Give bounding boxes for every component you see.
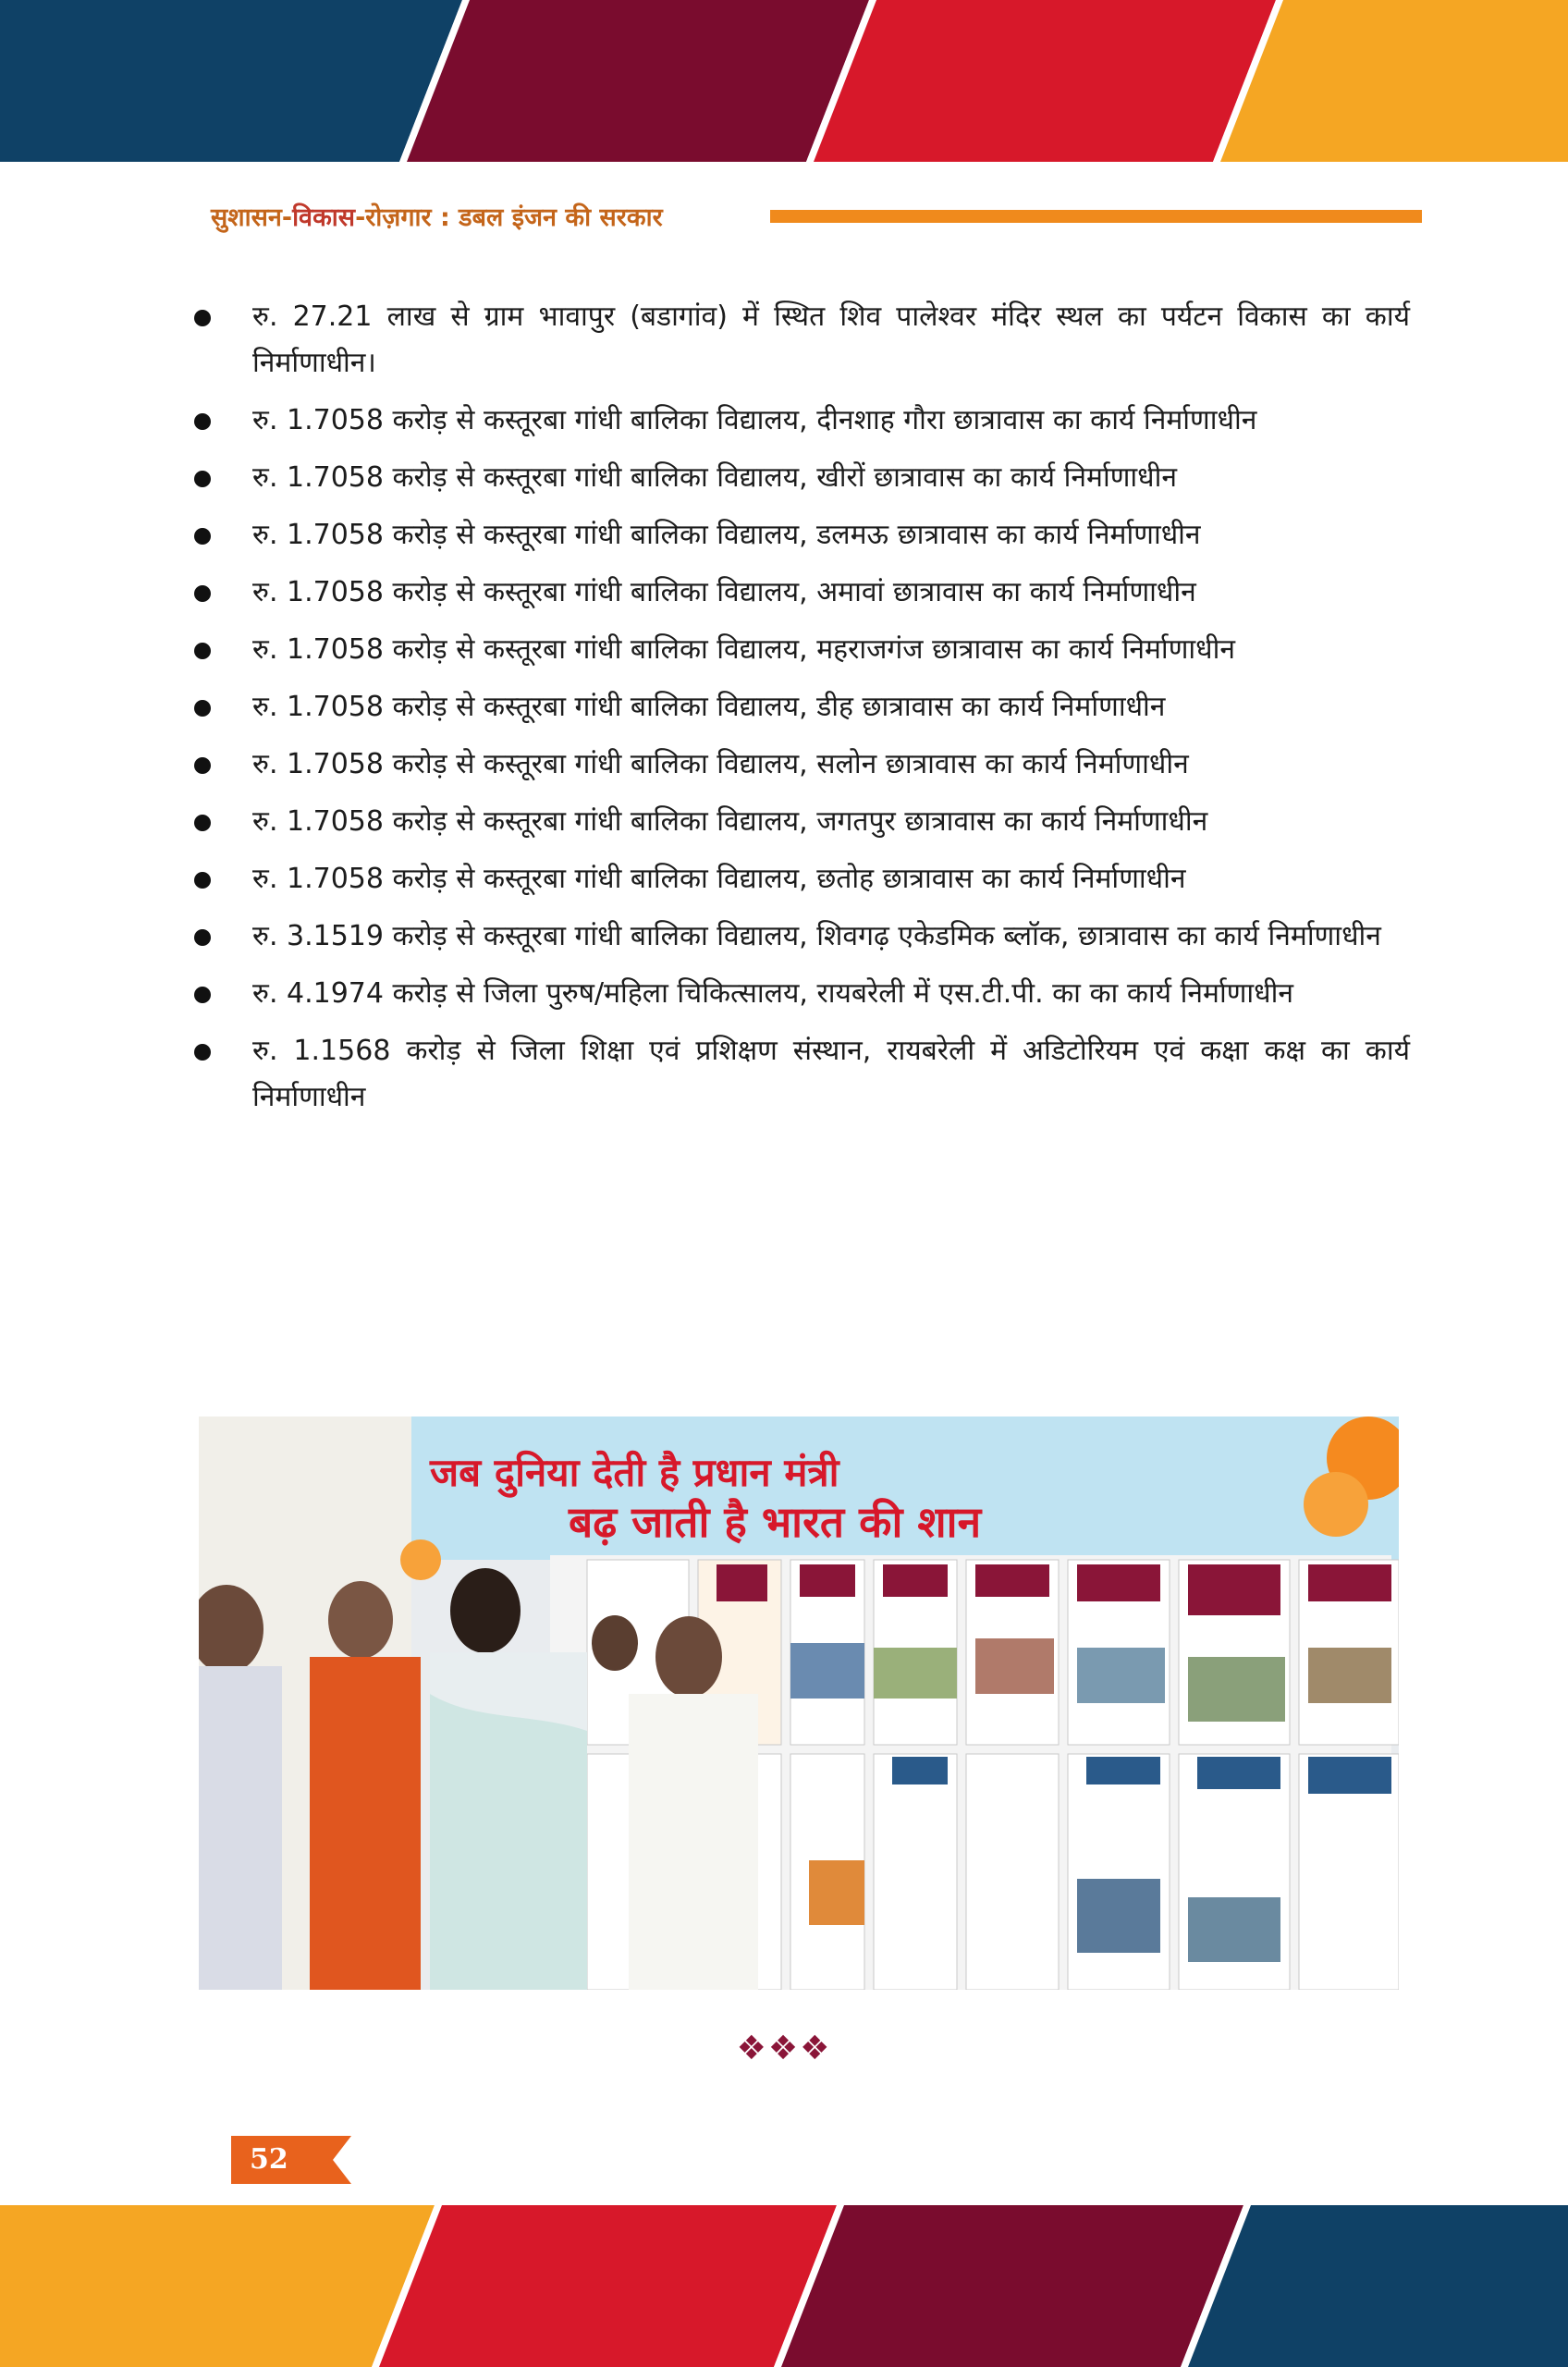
main-content (190, 294, 1410, 1132)
bullet-icon (194, 310, 211, 326)
list-item (190, 684, 1410, 730)
bullet-icon (194, 471, 211, 487)
bullet-icon (194, 585, 211, 602)
banner-line1: जब दुनिया देती है प्रधान मंत्री (430, 1450, 839, 1495)
bullet-icon (194, 872, 211, 889)
bullet-icon (194, 1044, 211, 1061)
header-title-part3: -रोज़गार : डबल इंजन की सरकार (355, 203, 663, 232)
list-item (190, 856, 1410, 902)
list-item (190, 398, 1410, 444)
list-item (190, 742, 1410, 788)
page-number-tab (231, 2136, 351, 2184)
bullet-icon (194, 929, 211, 946)
list-item-text: रु. 3.1519 करोड़ से कस्तूरबा गांधी बालिका विद्यालय, शिवगढ़ एकेडमिक ब्लॉक, छात्रावास का कार्य निर्माणाधीन (252, 920, 1381, 952)
bullet-icon (194, 987, 211, 1003)
project-bullet-list (190, 294, 1410, 1121)
list-item (190, 627, 1410, 673)
bottom-color-band (0, 2205, 1568, 2367)
bullet-icon (194, 815, 211, 831)
list-item-text: रु. 1.7058 करोड़ से कस्तूरबा गांधी बालिका विद्यालय, जगतपुर छात्रावास का कार्य निर्माणाधीन (252, 805, 1208, 838)
header-rule (770, 210, 1422, 223)
list-item (190, 455, 1410, 501)
bullet-icon (194, 413, 211, 430)
bullet-icon (194, 700, 211, 717)
list-item-text: रु. 1.7058 करोड़ से कस्तूरबा गांधी बालिका विद्यालय, खीरों छात्रावास का कार्य निर्माणाधीन (252, 461, 1178, 494)
bullet-icon (194, 643, 211, 659)
list-item-text: रु. 1.7058 करोड़ से कस्तूरबा गांधी बालिका विद्यालय, अमावां छात्रावास का कार्य निर्माणाधीन (252, 576, 1196, 608)
list-item-text: रु. 1.7058 करोड़ से कस्तूरबा गांधी बालिका विद्यालय, दीनशाह गौरा छात्रावास का कार्य निर्माणाधीन (252, 404, 1257, 436)
list-item (190, 971, 1410, 1017)
running-header (211, 194, 1422, 240)
list-item-text: रु. 27.21 लाख से ग्राम भावापुर (बडागांव) में स्थित शिव पालेश्वर मंदिर स्थल का पर्यटन विकास का कार्य निर्माणाधीन। (252, 300, 1410, 379)
bullet-icon (194, 528, 211, 545)
list-item-text: रु. 4.1974 करोड़ से जिला पुरुष/महिला चिकित्सालय, रायबरेली में एस.टी.पी. का का कार्य निर्माणाधीन (252, 977, 1294, 1010)
ornament-divider: ❖❖❖ (736, 2030, 832, 2067)
header-title-part2: विकास (292, 203, 356, 232)
bullet-icon (194, 757, 211, 774)
list-item-text: रु. 1.7058 करोड़ से कस्तूरबा गांधी बालिका विद्यालय, डलमऊ छात्रावास का कार्य निर्माणाधीन (252, 519, 1201, 551)
top-color-band (0, 0, 1568, 162)
list-item-text: रु. 1.7058 करोड़ से कस्तूरबा गांधी बालिका विद्यालय, डीह छात्रावास का कार्य निर्माणाधीन (252, 691, 1166, 723)
list-item-text: रु. 1.1568 करोड़ से जिला शिक्षा एवं प्रशिक्षण संस्थान, रायबरेली में अडिटोरियम एवं कक्षा कक्ष का कार्य निर्माणाधीन (252, 1035, 1410, 1113)
list-item (190, 570, 1410, 616)
list-item (190, 799, 1410, 845)
header-title (211, 199, 663, 233)
banner-line2: बढ़ जाती है भारत की शान (569, 1497, 982, 1547)
list-item-text: रु. 1.7058 करोड़ से कस्तूरबा गांधी बालिका विद्यालय, महराजगंज छात्रावास का कार्य निर्माणाधीन (252, 633, 1236, 666)
header-title-part1: सुशासन- (211, 203, 293, 232)
list-item (190, 1028, 1410, 1121)
list-item (190, 294, 1410, 386)
list-item-text: रु. 1.7058 करोड़ से कस्तूरबा गांधी बालिका विद्यालय, छतोह छात्रावास का कार्य निर्माणाधीन (252, 863, 1186, 895)
list-item (190, 512, 1410, 558)
page-number: 52 (250, 2143, 288, 2176)
list-item (190, 914, 1410, 960)
exhibition-photo (199, 1417, 1399, 1990)
list-item-text: रु. 1.7058 करोड़ से कस्तूरबा गांधी बालिका विद्यालय, सलोन छात्रावास का कार्य निर्माणाधीन (252, 748, 1189, 780)
